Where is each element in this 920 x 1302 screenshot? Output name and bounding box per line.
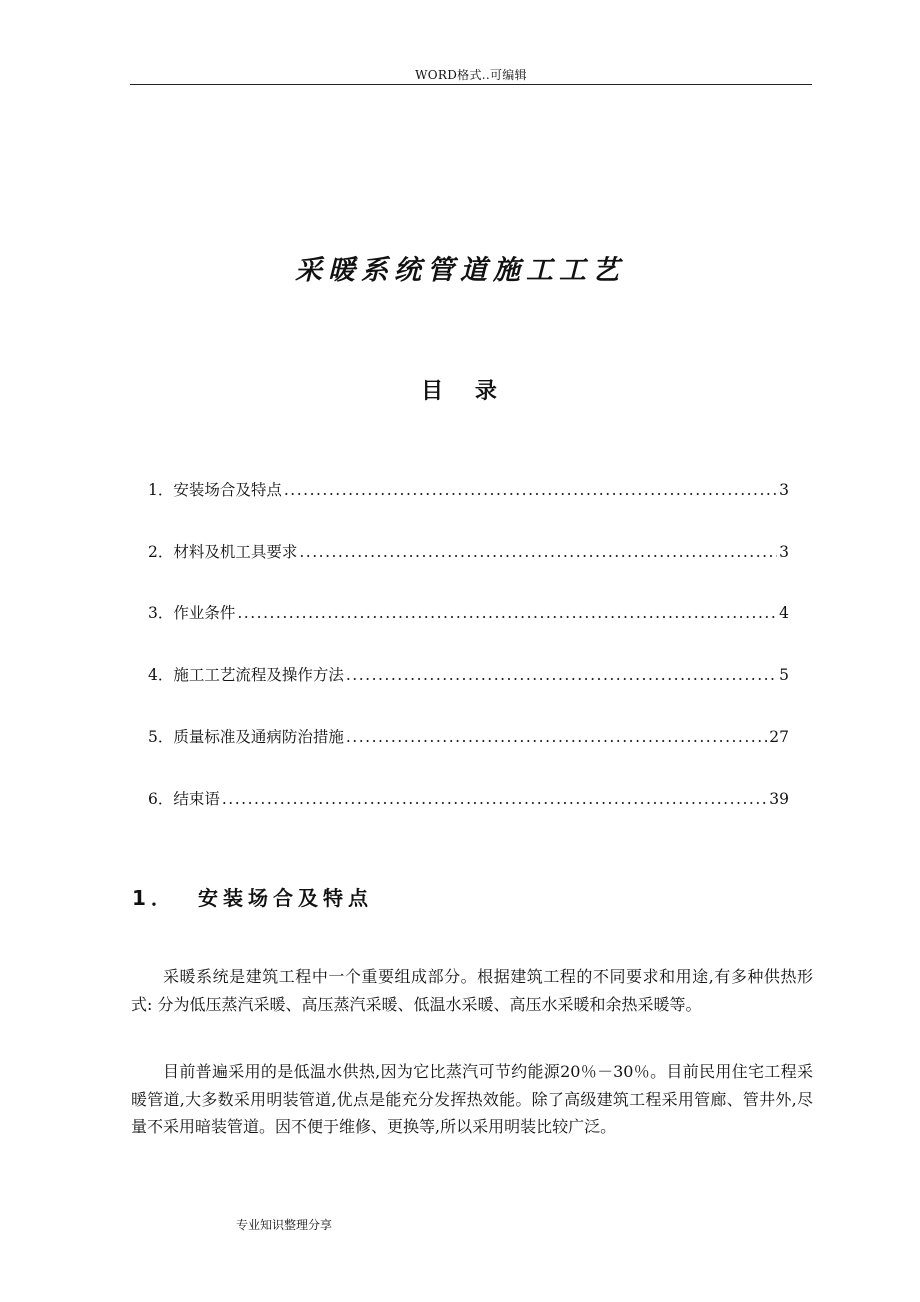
toc-entry-page: 4 — [779, 604, 789, 622]
header-divider — [130, 84, 812, 85]
toc-entry-page: 3 — [779, 543, 789, 561]
toc-dot-leader — [237, 604, 777, 622]
toc-entry-label: 3．作业条件 — [148, 604, 236, 622]
page-header: WORD格式..可编辑 — [415, 68, 527, 82]
toc-entry-page: 5 — [779, 666, 789, 684]
toc-dot-leader — [284, 481, 777, 499]
toc-entry-4[interactable] — [148, 663, 789, 687]
toc-entry-page: 39 — [769, 790, 789, 808]
section-title: 安装场合及特点 — [198, 886, 373, 910]
toc-entry-3[interactable] — [148, 601, 789, 625]
toc-entry-label: 1．安装场合及特点 — [148, 481, 282, 499]
document-title: 采暖系统管道施工工艺 — [295, 255, 625, 286]
page-footer: 专业知识整理分享 — [236, 1218, 333, 1232]
toc-entry-page: 27 — [769, 728, 789, 746]
toc-entry-page: 3 — [779, 481, 789, 499]
toc-dot-leader — [346, 728, 767, 746]
toc-entry-label: 6．结束语 — [148, 790, 220, 808]
section-heading — [132, 882, 373, 911]
section-number: 1． — [132, 886, 176, 910]
body-paragraph-1: 采暖系统是建筑工程中一个重要组成部分。根据建筑工程的不同要求和用途,有多种供热形式: 分为低压蒸汽采暖、高压蒸汽采暖、低温水采暖、高压水采暖和余热采暖等。 — [131, 967, 813, 1014]
toc-dot-leader — [222, 790, 767, 808]
body-paragraph-2: 目前普遍采用的是低温水供热,因为它比蒸汽可节约能源20％－30％。目前民用住宅工程采暖管道,大多数采用明装管道,优点是能充分发挥热效能。除了高级建筑工程采用管廊、管井外,尽量不采用暗装管道。因不便于维修、更换等,所以采用明装比较广泛。 — [131, 1062, 813, 1136]
toc-entry-label: 5．质量标准及通病防治措施 — [148, 728, 344, 746]
toc-entry-label: 4．施工工艺流程及操作方法 — [148, 666, 344, 684]
toc-entry-label: 2．材料及机工具要求 — [148, 543, 298, 561]
toc-entry-5[interactable] — [148, 725, 789, 749]
toc-dot-leader — [299, 543, 777, 561]
toc-dot-leader — [346, 666, 777, 684]
toc-entry-1[interactable] — [148, 478, 789, 502]
toc-heading: 目 录 — [421, 379, 509, 404]
toc-entry-6[interactable] — [148, 787, 789, 811]
toc-entry-2[interactable] — [148, 540, 789, 564]
